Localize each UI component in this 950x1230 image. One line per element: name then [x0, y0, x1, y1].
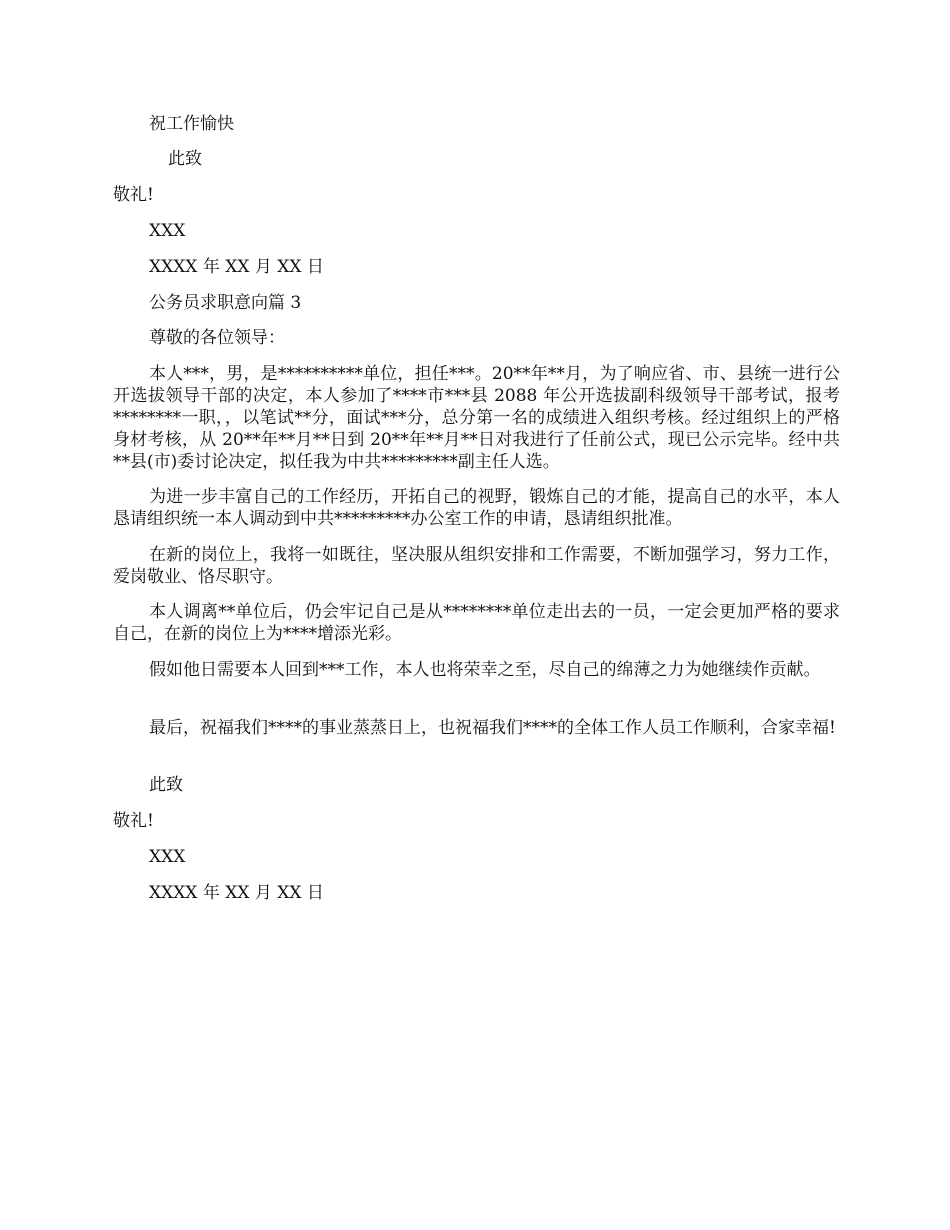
body-paragraph: 本人***，男，是**********单位，担任***。20**年**月，为了响应省、市、县统一进行公开选拔领导干部的决定，本人参加了****市***县 2088 年公开选拔副科级领导干部考试，报考********一职，，以笔试**分，面试***分，总分第一名的成绩进入组织考核。经过组织上的严格身材考核，从 20**年**月**日到 20**年**月**日对我进行了任前公式，现已公示完毕。经中共**县(市)委讨论决定，拟任我为中共*********副主任人选。	[113, 364, 840, 472]
date-line: XXXX 年 XX 月 XX 日	[149, 257, 324, 277]
closing-line: 此致	[168, 149, 202, 169]
body-paragraph: 最后，祝福我们****的事业蒸蒸日上，也祝福我们****的全体工作人员工作顺利，合家幸福!	[149, 718, 836, 738]
date-line: XXXX 年 XX 月 XX 日	[149, 883, 324, 903]
body-paragraph: 本人调离**单位后，仍会牢记自己是从********单位走出去的一员，一定会更加严格的要求自己，在新的岗位上为****增添光彩。	[113, 602, 840, 644]
body-paragraph: 在新的岗位上，我将一如既往，坚决服从组织安排和工作需要，不断加强学习，努力工作，爱岗敬业、恪尽职守。	[113, 545, 840, 587]
wish-line: 祝工作愉快	[149, 114, 234, 134]
salute-line: 敬礼!	[113, 811, 154, 831]
signature-line: XXX	[149, 847, 186, 867]
body-paragraph: 为进一步丰富自己的工作经历，开拓自己的视野，锻炼自己的才能，提高自己的水平，本人恳请组织统一本人调动到中共*********办公室工作的申请，恳请组织批准。	[113, 487, 840, 529]
body-paragraph: 假如他日需要本人回到***工作，本人也将荣幸之至，尽自己的绵薄之力为她继续作贡献。	[149, 660, 821, 680]
signature-line: XXX	[149, 221, 186, 241]
greeting-line: 尊敬的各位领导：	[149, 328, 285, 348]
section-title: 公务员求职意向篇 3	[149, 293, 302, 313]
closing-line: 此致	[149, 775, 183, 795]
salute-line: 敬礼!	[113, 185, 154, 205]
